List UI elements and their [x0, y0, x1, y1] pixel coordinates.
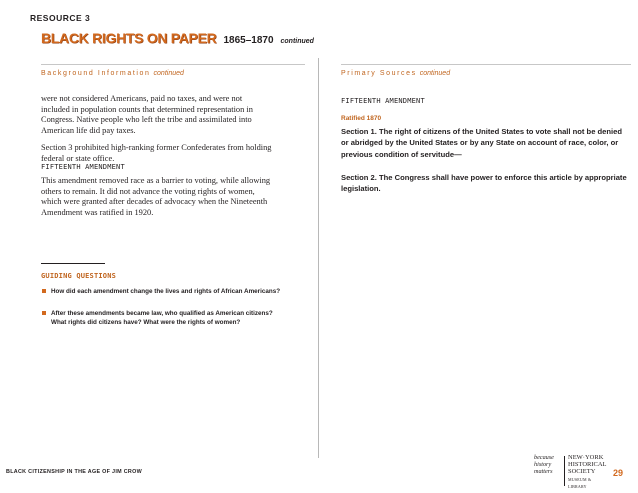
- guiding-question-2: After these amendments became law, who qualified as American citizens? What rights did citizens have? What were the rights of women?: [51, 309, 286, 327]
- background-paragraph-1: were not considered Americans, paid no taxes, and were not included in population counts that determined representation in Congress. Native people who left the tribe and assimilated into American life did pay taxes.: [41, 94, 253, 135]
- page-number: 29: [613, 468, 624, 478]
- right-column-heading: Primary Sources continued: [341, 70, 451, 77]
- page-title: [41, 30, 314, 48]
- questions-rule: [41, 263, 105, 264]
- amendment-section-2: Section 2. The Congress shall have power to enforce this article by appropriate legislation.: [341, 173, 627, 194]
- column-divider: [318, 58, 319, 458]
- logo-divider: [564, 456, 565, 486]
- primary-amendment-heading: FIFTEENTH AMENDMENT: [341, 97, 425, 105]
- title-continued: continued: [280, 38, 314, 45]
- left-column-heading: Background Information continued: [41, 70, 184, 77]
- bullet-square-icon: [42, 289, 46, 293]
- ratified-date: Ratified 1870: [341, 115, 382, 122]
- guiding-questions-heading: GUIDING QUESTIONS: [41, 272, 117, 280]
- nyhs-logo: [528, 452, 610, 488]
- left-top-rule: [41, 64, 305, 65]
- guiding-question-1: How did each amendment change the lives and rights of African Americans?: [51, 287, 286, 296]
- title-main: BLACK RIGHTS ON PAPER: [41, 30, 217, 46]
- logo-org-name: NEW·YORK HISTORICAL SOCIETY MUSEUM & LIBRARY: [568, 454, 607, 489]
- resource-label: RESOURCE 3: [30, 13, 91, 23]
- right-top-rule: [341, 64, 631, 65]
- background-paragraph-2: Section 3 prohibited high-ranking former Confederates from holding federal or state office.: [41, 143, 272, 163]
- logo-tagline: because history matters: [534, 454, 554, 476]
- footer-series-title: BLACK CITIZENSHIP IN THE AGE OF JIM CROW: [6, 469, 142, 475]
- bullet-square-icon: [42, 311, 46, 315]
- amendment-section-1: Section 1. The right of citizens of the United States to vote shall not be denied or abridged by the United States or by any State on account of race, color, or previous condition of servitude—: [341, 127, 622, 159]
- title-dates: 1865–1870: [223, 35, 274, 46]
- fifteenth-amendment-heading: FIFTEENTH AMENDMENT: [41, 163, 125, 171]
- fifteenth-amendment-text: This amendment removed race as a barrier to voting, while allowing others to remain. It did not advance the voting rights of women, which were granted after decades of advocacy when the Nineteenth Amendment was ratified in 1920.: [41, 176, 271, 217]
